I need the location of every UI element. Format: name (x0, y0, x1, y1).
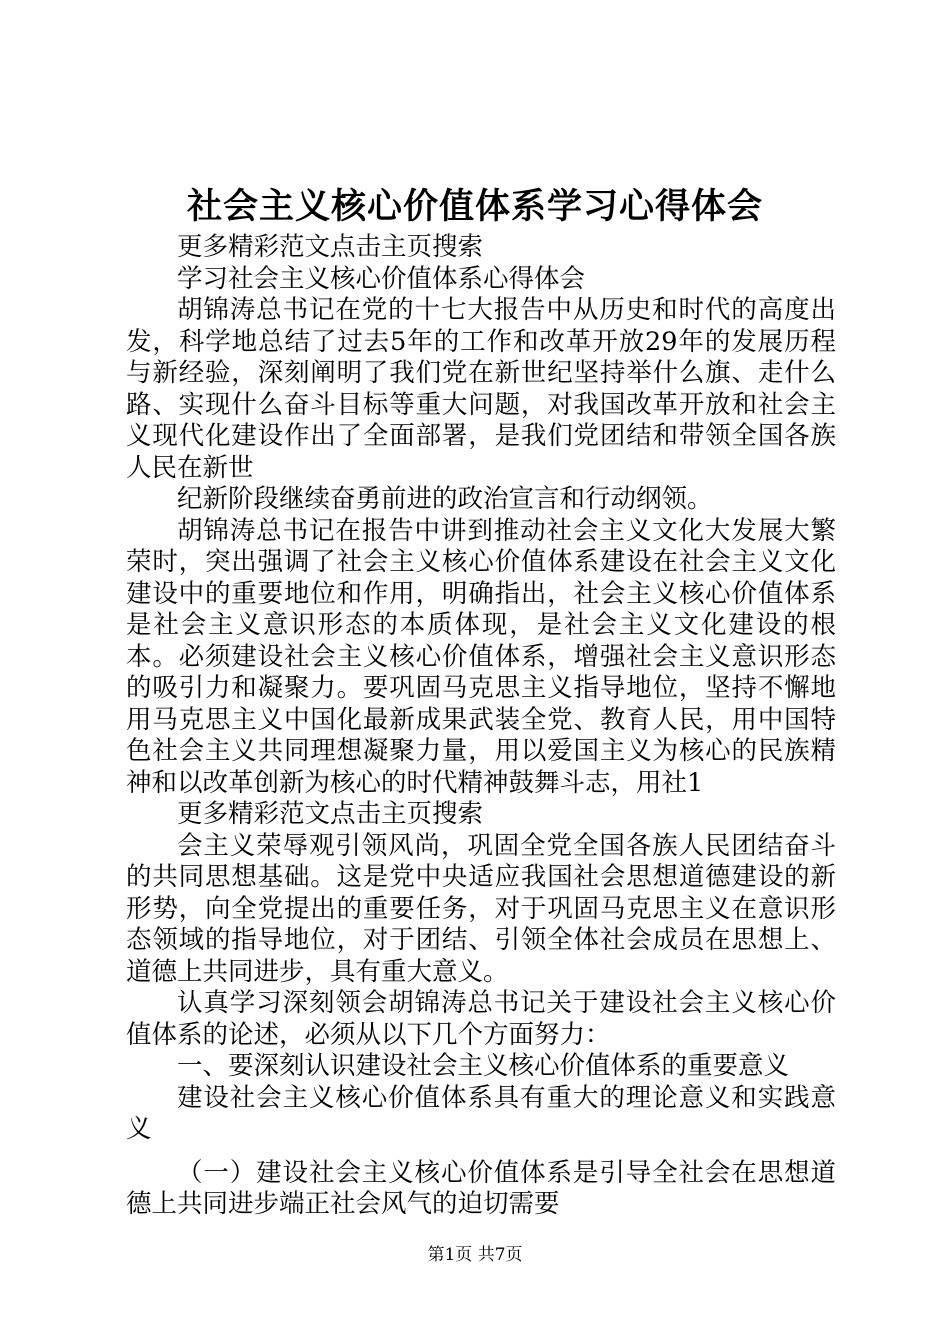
paragraph: 纪新阶段继续奋勇前进的政治宣言和行动纲领。 (177, 484, 713, 514)
paragraph: 建设社会主义核心价值体系具有重大的理论意义和实践意义 (126, 1082, 836, 1144)
document-body (126, 232, 836, 1221)
paragraph: 胡锦涛总书记在报告中讲到推动社会主义文化大发展大繁荣时，突出强调了社会主义核心价值体系建设在社会主义文化建设中的重要地位和作用，明确指出，社会主义核心价值体系是社会主义意识形态的本质体现，是社会主义文化建设的根本。必须建设社会主义核心价值体系，增强社会主义意识形态的吸引力和凝聚力。要巩固马克思主义指导地位，坚持不懈地用马克思主义中国化最新成果武装全党、教育人民，用中国特色社会主义共同理想凝聚力量，用以爱国主义为核心的民族精神和以改革创新为核心的时代精神鼓舞斗志，用社1 (126, 515, 836, 798)
paragraph: 认真学习深刻领会胡锦涛总书记关于建设社会主义核心价值体系的论述，必须从以下几个方面努力： (126, 988, 836, 1050)
paragraph: 更多精彩范文点击主页搜索 (177, 232, 484, 262)
document-title: 社会主义核心价值体系学习心得体会 (186, 186, 763, 227)
page-number: 第1页 共7页 (427, 1245, 523, 1265)
section-heading: 一、要深刻认识建设社会主义核心价值体系的重要意义 (177, 1051, 790, 1081)
subsection-heading: （一）建设社会主义核心价值体系是引导全社会在思想道德上共同进步端正社会风气的迫切需要 (126, 1157, 836, 1219)
paragraph: 会主义荣辱观引领风尚，巩固全党全国各族人民团结奋斗的共同思想基础。这是党中央适应我国社会思想道德建设的新形势，向全党提出的重要任务，对于巩固马克思主义在意识形态领域的指导地位，对于团结、引领全体社会成员在思想上、道德上共同进步，具有重大意义。 (126, 830, 836, 987)
paragraph: 更多精彩范文点击主页搜索 (177, 799, 484, 829)
paragraph: 胡锦涛总书记在党的十七大报告中从历史和时代的高度出发，科学地总结了过去5年的工作和改革开放29年的发展历程与新经验，深刻阐明了我们党在新世纪坚持举什么旗、走什么路、实现什么奋斗目标等重大问题，对我国改革开放和社会主义现代化建设作出了全面部署，是我们党团结和带领全国各族人民在新世 (126, 295, 836, 483)
paragraph: 学习社会主义核心价值体系心得体会 (177, 263, 586, 294)
